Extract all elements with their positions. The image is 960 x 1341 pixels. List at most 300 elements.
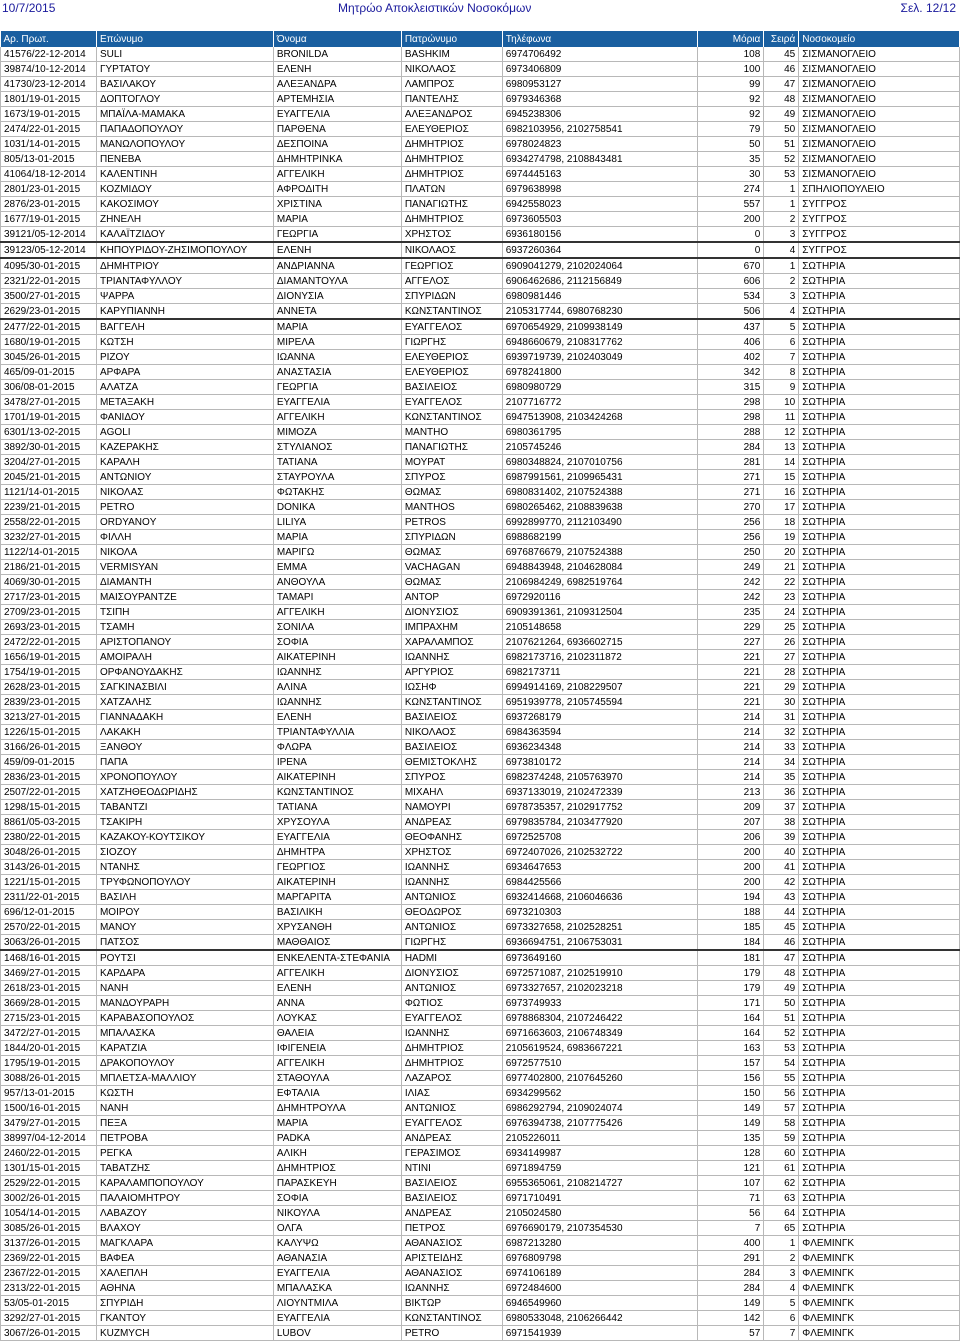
name-cell: ΣΟΦΙΑ bbox=[273, 635, 401, 650]
name-cell: ΣΤΑΘΟΥΛΑ bbox=[273, 1071, 401, 1086]
rank-cell: 22 bbox=[764, 575, 799, 590]
rank-cell: 58 bbox=[764, 1116, 799, 1131]
name-cell: ΚΑΛΥΨΩ bbox=[273, 1236, 401, 1251]
phones-cell: 6939719739, 2102403049 bbox=[502, 350, 698, 365]
table-row bbox=[1, 1191, 960, 1206]
protocol-cell: 1795/19-01-2015 bbox=[1, 1056, 97, 1071]
table-row bbox=[1, 1251, 960, 1266]
protocol-cell: 3479/27-01-2015 bbox=[1, 1116, 97, 1131]
hospital-cell: ΦΛΕΜΙΝΓΚ bbox=[799, 1311, 960, 1326]
protocol-cell: 3669/28-01-2015 bbox=[1, 996, 97, 1011]
phones-cell: 6932414668, 2106046636 bbox=[502, 890, 698, 905]
protocol-cell: 2507/22-01-2015 bbox=[1, 785, 97, 800]
points-cell: 108 bbox=[698, 47, 764, 62]
name-cell: ΓΕΩΡΓΙΑ bbox=[273, 380, 401, 395]
name-cell: ΑΡΤΕΜΗΣΙΑ bbox=[273, 92, 401, 107]
fathers-name-cell: ΑΝΤΟΡ bbox=[401, 590, 502, 605]
hospital-cell: ΣΩΤΗΡΙΑ bbox=[799, 380, 960, 395]
surname-cell: ΑΡΙΣΤΟΠΑΝΟΥ bbox=[96, 635, 273, 650]
surname-cell: ΠΕΞΑ bbox=[96, 1116, 273, 1131]
rank-cell: 47 bbox=[764, 950, 799, 966]
hospital-cell: ΣΩΤΗΡΙΑ bbox=[799, 335, 960, 350]
fathers-name-cell: ΑΝΔΡΕΑΣ bbox=[401, 1206, 502, 1221]
table-row bbox=[1, 122, 960, 137]
surname-cell: ΠΕΝΕΒΑ bbox=[96, 152, 273, 167]
hospital-cell: ΣΩΤΗΡΙΑ bbox=[799, 710, 960, 725]
hospital-cell: ΣΩΤΗΡΙΑ bbox=[799, 350, 960, 365]
protocol-cell: 2836/23-01-2015 bbox=[1, 770, 97, 785]
table-row bbox=[1, 1221, 960, 1236]
name-cell: ΤΑΤΙΑΝΑ bbox=[273, 455, 401, 470]
phones-cell: 6980980729 bbox=[502, 380, 698, 395]
points-cell: 150 bbox=[698, 1086, 764, 1101]
fathers-name-cell: ΔΙΟΝΥΣΙΟΣ bbox=[401, 966, 502, 981]
phones-cell: 6976394738, 2107775426 bbox=[502, 1116, 698, 1131]
surname-cell: ΟΡΦΑΝΟΥΔΑΚΗΣ bbox=[96, 665, 273, 680]
fathers-name-cell: ΔΗΜΗΤΡΙΟΣ bbox=[401, 167, 502, 182]
protocol-cell: 2839/23-01-2015 bbox=[1, 695, 97, 710]
surname-cell: ΑΜΟΙΡΑΛΗ bbox=[96, 650, 273, 665]
fathers-name-cell: ΑΝΤΩΝΙΟΣ bbox=[401, 920, 502, 935]
rank-cell: 61 bbox=[764, 1161, 799, 1176]
phones-cell: 6972525708 bbox=[502, 830, 698, 845]
hospital-cell: ΣΥΓΓΡΟΣ bbox=[799, 197, 960, 212]
hospital-cell: ΣΩΤΗΡΙΑ bbox=[799, 890, 960, 905]
phones-cell: 6980348824, 2107010756 bbox=[502, 455, 698, 470]
hospital-cell: ΣΩΤΗΡΙΑ bbox=[799, 860, 960, 875]
name-cell: ΒΑΣΙΛΙΚΗ bbox=[273, 905, 401, 920]
phones-cell: 6973327658, 2102528251 bbox=[502, 920, 698, 935]
surname-cell: ΚΑΛΕΝΤΙΝΗ bbox=[96, 167, 273, 182]
name-cell: ΕΥΑΓΓΕΛΙΑ bbox=[273, 830, 401, 845]
points-cell: 179 bbox=[698, 981, 764, 996]
protocol-cell: 2369/22-01-2015 bbox=[1, 1251, 97, 1266]
protocol-cell: 41730/23-12-2014 bbox=[1, 77, 97, 92]
col-header-fathers-name: Πατρώνυμο bbox=[401, 31, 502, 47]
phones-cell: 2105148658 bbox=[502, 620, 698, 635]
surname-cell: KUZMYCH bbox=[96, 1326, 273, 1341]
points-cell: 99 bbox=[698, 77, 764, 92]
protocol-cell: 696/12-01-2015 bbox=[1, 905, 97, 920]
hospital-cell: ΣΩΤΗΡΙΑ bbox=[799, 485, 960, 500]
protocol-cell: 2628/23-01-2015 bbox=[1, 680, 97, 695]
surname-cell: ΚΑΖΑΚΟΥ-ΚΟΥΤΣΙΚΟΥ bbox=[96, 830, 273, 845]
phones-cell: 6970654929, 2109938149 bbox=[502, 319, 698, 335]
points-cell: 242 bbox=[698, 575, 764, 590]
points-cell: 200 bbox=[698, 212, 764, 227]
fathers-name-cell: ΔΗΜΗΤΡΙΟΣ bbox=[401, 137, 502, 152]
points-cell: 298 bbox=[698, 395, 764, 410]
table-row bbox=[1, 440, 960, 455]
table-row bbox=[1, 62, 960, 77]
protocol-cell: 39123/05-12-2014 bbox=[1, 242, 97, 258]
hospital-cell: ΦΛΕΜΙΝΓΚ bbox=[799, 1236, 960, 1251]
rank-cell: 48 bbox=[764, 966, 799, 981]
hospital-cell: ΦΛΕΜΙΝΓΚ bbox=[799, 1296, 960, 1311]
protocol-cell: 2570/22-01-2015 bbox=[1, 920, 97, 935]
hospital-cell: ΣΩΤΗΡΙΑ bbox=[799, 1071, 960, 1086]
phones-cell: 6971710491 bbox=[502, 1191, 698, 1206]
points-cell: 92 bbox=[698, 92, 764, 107]
points-cell: 242 bbox=[698, 590, 764, 605]
rank-cell: 1 bbox=[764, 1236, 799, 1251]
table-row bbox=[1, 650, 960, 665]
surname-cell: ΜΕΤΑΞΑΚΗ bbox=[96, 395, 273, 410]
protocol-cell: 957/13-01-2015 bbox=[1, 1086, 97, 1101]
surname-cell: ΝΑΝΗ bbox=[96, 981, 273, 996]
col-header-rank: Σειρά bbox=[764, 31, 799, 47]
hospital-cell: ΣΩΤΗΡΙΑ bbox=[799, 996, 960, 1011]
phones-cell: 6984363594 bbox=[502, 725, 698, 740]
phones-cell: 6973749933 bbox=[502, 996, 698, 1011]
points-cell: 221 bbox=[698, 665, 764, 680]
rank-cell: 6 bbox=[764, 335, 799, 350]
table-row bbox=[1, 545, 960, 560]
hospital-cell: ΣΩΤΗΡΙΑ bbox=[799, 935, 960, 951]
protocol-cell: 1701/19-01-2015 bbox=[1, 410, 97, 425]
table-row bbox=[1, 920, 960, 935]
rank-cell: 6 bbox=[764, 1311, 799, 1326]
surname-cell: ΓΥΡΤΑΤΟΥ bbox=[96, 62, 273, 77]
name-cell: ΓΕΩΡΓΙΑ bbox=[273, 227, 401, 243]
hospital-cell: ΣΩΤΗΡΙΑ bbox=[799, 981, 960, 996]
name-cell: ΕΥΑΓΓΕΛΙΑ bbox=[273, 1311, 401, 1326]
hospital-cell: ΣΩΤΗΡΙΑ bbox=[799, 725, 960, 740]
rank-cell: 59 bbox=[764, 1131, 799, 1146]
table-row bbox=[1, 289, 960, 304]
table-row bbox=[1, 1176, 960, 1191]
name-cell: ΙΦΙΓΕΝΕΙΑ bbox=[273, 1041, 401, 1056]
col-header-hospital: Νοσοκομείο bbox=[799, 31, 960, 47]
name-cell: ΕΛΕΝΗ bbox=[273, 62, 401, 77]
name-cell: ΔΗΜΗΤΡΑ bbox=[273, 845, 401, 860]
phones-cell: 2105619524, 6983667221 bbox=[502, 1041, 698, 1056]
hospital-cell: ΣΙΣΜΑΝΟΓΛΕΙΟ bbox=[799, 152, 960, 167]
points-cell: 164 bbox=[698, 1011, 764, 1026]
fathers-name-cell: BASHKIM bbox=[401, 47, 502, 62]
name-cell: ΔΙΟΝΥΣΙΑ bbox=[273, 289, 401, 304]
surname-cell: ΓΚΑΝΤΟΥ bbox=[96, 1311, 273, 1326]
hospital-cell: ΣΩΤΗΡΙΑ bbox=[799, 440, 960, 455]
name-cell: ΚΩΝΣΤΑΝΤΙΝΟΣ bbox=[273, 785, 401, 800]
points-cell: 214 bbox=[698, 770, 764, 785]
name-cell: ΕΛΕΝΗ bbox=[273, 242, 401, 258]
surname-cell: ΔΗΜΗΤΡΙΟΥ bbox=[96, 258, 273, 274]
surname-cell: ΒΑΦΕΑ bbox=[96, 1251, 273, 1266]
protocol-cell: 2693/23-01-2015 bbox=[1, 620, 97, 635]
surname-cell: ΡΟΥΤΣΙ bbox=[96, 950, 273, 966]
points-cell: 284 bbox=[698, 1281, 764, 1296]
phones-cell: 6937268179 bbox=[502, 710, 698, 725]
rank-cell: 52 bbox=[764, 152, 799, 167]
phones-cell: 6947513908, 2103424268 bbox=[502, 410, 698, 425]
name-cell: ΑΓΓΕΛΙΚΗ bbox=[273, 966, 401, 981]
protocol-cell: 3472/27-01-2015 bbox=[1, 1026, 97, 1041]
rank-cell: 50 bbox=[764, 996, 799, 1011]
table-row bbox=[1, 77, 960, 92]
points-cell: 274 bbox=[698, 182, 764, 197]
rank-cell: 38 bbox=[764, 815, 799, 830]
protocol-cell: 3143/26-01-2015 bbox=[1, 860, 97, 875]
name-cell: ΑΙΚΑΤΕΡΙΝΗ bbox=[273, 875, 401, 890]
table-row bbox=[1, 152, 960, 167]
name-cell: ΑΝΑΣΤΑΣΙΑ bbox=[273, 365, 401, 380]
fathers-name-cell: ΔΗΜΗΤΡΙΟΣ bbox=[401, 1056, 502, 1071]
surname-cell: ΖΗΝΕΛΗ bbox=[96, 212, 273, 227]
protocol-cell: 2477/22-01-2015 bbox=[1, 319, 97, 335]
col-header-surname: Επώνυμο bbox=[96, 31, 273, 47]
fathers-name-cell: HADMI bbox=[401, 950, 502, 966]
rank-cell: 65 bbox=[764, 1221, 799, 1236]
name-cell: ΕΜΜΑ bbox=[273, 560, 401, 575]
rank-cell: 3 bbox=[764, 289, 799, 304]
table-row bbox=[1, 770, 960, 785]
hospital-cell: ΣΩΤΗΡΙΑ bbox=[799, 365, 960, 380]
rank-cell: 63 bbox=[764, 1191, 799, 1206]
points-cell: 128 bbox=[698, 1146, 764, 1161]
fathers-name-cell: ΒΑΣΙΛΕΙΟΣ bbox=[401, 1176, 502, 1191]
hospital-cell: ΣΩΤΗΡΙΑ bbox=[799, 680, 960, 695]
surname-cell: ΜΠΛΕΤΣΑ-ΜΑΛΛΙΟΥ bbox=[96, 1071, 273, 1086]
name-cell: ΜΙΜΟΖΑ bbox=[273, 425, 401, 440]
fathers-name-cell: ΔΗΜΗΤΡΙΟΣ bbox=[401, 152, 502, 167]
name-cell: ΣΟΦΙΑ bbox=[273, 1191, 401, 1206]
phones-cell: 6980533048, 2106266442 bbox=[502, 1311, 698, 1326]
protocol-cell: 2472/22-01-2015 bbox=[1, 635, 97, 650]
table-row bbox=[1, 350, 960, 365]
hospital-cell: ΣΩΤΗΡΙΑ bbox=[799, 515, 960, 530]
protocol-cell: 2629/23-01-2015 bbox=[1, 304, 97, 320]
surname-cell: ΠΑΛΑΙΟΜΗΤΡΟΥ bbox=[96, 1191, 273, 1206]
phones-cell: 6982374248, 2105763970 bbox=[502, 770, 698, 785]
fathers-name-cell: ΧΑΡΑΛΑΜΠΟΣ bbox=[401, 635, 502, 650]
phones-cell: 6972577510 bbox=[502, 1056, 698, 1071]
fathers-name-cell: ΕΥΑΓΓΕΛΟΣ bbox=[401, 1116, 502, 1131]
hospital-cell: ΣΩΤΗΡΙΑ bbox=[799, 740, 960, 755]
hospital-cell: ΣΩΤΗΡΙΑ bbox=[799, 304, 960, 320]
table-row bbox=[1, 1011, 960, 1026]
protocol-cell: 2558/22-01-2015 bbox=[1, 515, 97, 530]
surname-cell: ΜΑΙΣΟΥΡΑΝΤΖΕ bbox=[96, 590, 273, 605]
name-cell: ΑΝΔΡΙΑΝΝΑ bbox=[273, 258, 401, 274]
fathers-name-cell: ΓΙΩΡΓΗΣ bbox=[401, 335, 502, 350]
hospital-cell: ΣΩΤΗΡΙΑ bbox=[799, 425, 960, 440]
protocol-cell: 3213/27-01-2015 bbox=[1, 710, 97, 725]
points-cell: 50 bbox=[698, 137, 764, 152]
rank-cell: 34 bbox=[764, 755, 799, 770]
phones-cell: 6992899770, 2112103490 bbox=[502, 515, 698, 530]
table-row bbox=[1, 1101, 960, 1116]
table-row bbox=[1, 1071, 960, 1086]
rank-cell: 39 bbox=[764, 830, 799, 845]
surname-cell: ΜΑΝΟΥ bbox=[96, 920, 273, 935]
phones-cell: 6971894759 bbox=[502, 1161, 698, 1176]
surname-cell: ΚΑΖΕΡΑΚΗΣ bbox=[96, 440, 273, 455]
surname-cell: ΒΑΓΓΕΛΗ bbox=[96, 319, 273, 335]
fathers-name-cell: ΜΙΧΑΗΛ bbox=[401, 785, 502, 800]
protocol-cell: 3166/26-01-2015 bbox=[1, 740, 97, 755]
name-cell: ΑΛΙΚΗ bbox=[273, 1146, 401, 1161]
points-cell: 149 bbox=[698, 1296, 764, 1311]
fathers-name-cell: ΒΑΣΙΛΕΙΟΣ bbox=[401, 710, 502, 725]
hospital-cell: ΣΩΤΗΡΙΑ bbox=[799, 800, 960, 815]
rank-cell: 33 bbox=[764, 740, 799, 755]
rank-cell: 52 bbox=[764, 1026, 799, 1041]
surname-cell: ΒΑΣΙΛΑΚΟΥ bbox=[96, 77, 273, 92]
name-cell: ΠΑΡΘΕΝΑ bbox=[273, 122, 401, 137]
name-cell: ΦΩΤΑΚΗΣ bbox=[273, 485, 401, 500]
fathers-name-cell: ΧΡΗΣΤΟΣ bbox=[401, 845, 502, 860]
phones-cell: 6906462686, 2112156849 bbox=[502, 274, 698, 289]
surname-cell: ΚΑΛΑΪΤΖΙΔΟΥ bbox=[96, 227, 273, 243]
points-cell: 156 bbox=[698, 1071, 764, 1086]
rank-cell: 31 bbox=[764, 710, 799, 725]
protocol-cell: 1121/14-01-2015 bbox=[1, 485, 97, 500]
fathers-name-cell: ΠΑΝΤΕΛΗΣ bbox=[401, 92, 502, 107]
name-cell: ΑΛΕΞΑΝΔΡΑ bbox=[273, 77, 401, 92]
protocol-cell: 3048/26-01-2015 bbox=[1, 845, 97, 860]
fathers-name-cell: ΘΩΜΑΣ bbox=[401, 545, 502, 560]
phones-cell: 2106984249, 6982519764 bbox=[502, 575, 698, 590]
fathers-name-cell: ΦΩΤΙΟΣ bbox=[401, 996, 502, 1011]
table-row bbox=[1, 274, 960, 289]
fathers-name-cell: ΓΙΩΡΓΗΣ bbox=[401, 935, 502, 951]
table-row bbox=[1, 620, 960, 635]
points-cell: 30 bbox=[698, 167, 764, 182]
table-row bbox=[1, 830, 960, 845]
protocol-cell: 1844/20-01-2015 bbox=[1, 1041, 97, 1056]
surname-cell: ΔΟΠΤΟΓΛΟΥ bbox=[96, 92, 273, 107]
surname-cell: ΑΝΤΩΝΙΟΥ bbox=[96, 470, 273, 485]
points-cell: 557 bbox=[698, 197, 764, 212]
name-cell: ΙΩΑΝΝΑ bbox=[273, 350, 401, 365]
phones-cell: 6978735357, 2102917752 bbox=[502, 800, 698, 815]
table-row bbox=[1, 1116, 960, 1131]
hospital-cell: ΣΩΤΗΡΙΑ bbox=[799, 1161, 960, 1176]
table-row bbox=[1, 500, 960, 515]
phones-cell: 6973605503 bbox=[502, 212, 698, 227]
name-cell: ΕΥΑΓΓΕΛΙΑ bbox=[273, 1266, 401, 1281]
points-cell: 149 bbox=[698, 1116, 764, 1131]
table-row bbox=[1, 695, 960, 710]
name-cell: ΣΟΝΙΛΑ bbox=[273, 620, 401, 635]
points-cell: 157 bbox=[698, 1056, 764, 1071]
protocol-cell: 1673/19-01-2015 bbox=[1, 107, 97, 122]
surname-cell: ΧΡΟΝΟΠΟΥΛΟΥ bbox=[96, 770, 273, 785]
hospital-cell: ΣΩΤΗΡΙΑ bbox=[799, 470, 960, 485]
points-cell: 406 bbox=[698, 335, 764, 350]
rank-cell: 21 bbox=[764, 560, 799, 575]
points-cell: 107 bbox=[698, 1176, 764, 1191]
points-cell: 250 bbox=[698, 545, 764, 560]
surname-cell: ΧΑΤΖΑΛΗΣ bbox=[96, 695, 273, 710]
surname-cell: ΤΣΑΚΙΡΗ bbox=[96, 815, 273, 830]
rank-cell: 35 bbox=[764, 770, 799, 785]
table-row bbox=[1, 92, 960, 107]
surname-cell: ΚΑΡΑΤΖΙΑ bbox=[96, 1041, 273, 1056]
rank-cell: 64 bbox=[764, 1206, 799, 1221]
table-row bbox=[1, 515, 960, 530]
rank-cell: 19 bbox=[764, 530, 799, 545]
rank-cell: 5 bbox=[764, 319, 799, 335]
rank-cell: 5 bbox=[764, 1296, 799, 1311]
name-cell: ΜΑΡΓΑΡΙΤΑ bbox=[273, 890, 401, 905]
points-cell: 100 bbox=[698, 62, 764, 77]
table-row bbox=[1, 197, 960, 212]
phones-cell: 6934274798, 2108843481 bbox=[502, 152, 698, 167]
name-cell: ΧΡΙΣΤΙΝΑ bbox=[273, 197, 401, 212]
points-cell: 71 bbox=[698, 1191, 764, 1206]
rank-cell: 7 bbox=[764, 1326, 799, 1341]
protocol-cell: 2380/22-01-2015 bbox=[1, 830, 97, 845]
surname-cell: PETRO bbox=[96, 500, 273, 515]
surname-cell: ΦΑΝΙΔΟΥ bbox=[96, 410, 273, 425]
protocol-cell: 1301/15-01-2015 bbox=[1, 1161, 97, 1176]
hospital-cell: ΣΩΤΗΡΙΑ bbox=[799, 575, 960, 590]
phones-cell: 6934149987 bbox=[502, 1146, 698, 1161]
name-cell: ΑΦΡΟΔΙΤΗ bbox=[273, 182, 401, 197]
phones-cell: 6982173711 bbox=[502, 665, 698, 680]
hospital-cell: ΣΩΤΗΡΙΑ bbox=[799, 560, 960, 575]
name-cell: ΕΥΑΓΓΕΛΙΑ bbox=[273, 107, 401, 122]
fathers-name-cell: ΕΥΑΓΓΕΛΟΣ bbox=[401, 395, 502, 410]
surname-cell: ΞΑΝΘΟΥ bbox=[96, 740, 273, 755]
points-cell: 342 bbox=[698, 365, 764, 380]
phones-cell: 6909391361, 2109312504 bbox=[502, 605, 698, 620]
phones-cell: 6974106189 bbox=[502, 1266, 698, 1281]
hospital-cell: ΣΩΤΗΡΙΑ bbox=[799, 815, 960, 830]
rank-cell: 46 bbox=[764, 62, 799, 77]
hospital-cell: ΦΛΕΜΙΝΓΚ bbox=[799, 1251, 960, 1266]
fathers-name-cell: ΠΕΤΡΟΣ bbox=[401, 1221, 502, 1236]
fathers-name-cell: VACHAGAN bbox=[401, 560, 502, 575]
hospital-cell: ΣΥΓΓΡΟΣ bbox=[799, 242, 960, 258]
surname-cell: ΠΑΤΣΟΣ bbox=[96, 935, 273, 951]
table-row bbox=[1, 725, 960, 740]
phones-cell: 6972920116 bbox=[502, 590, 698, 605]
table-row bbox=[1, 1161, 960, 1176]
protocol-cell: 2474/22-01-2015 bbox=[1, 122, 97, 137]
table-row bbox=[1, 1206, 960, 1221]
protocol-cell: 3204/27-01-2015 bbox=[1, 455, 97, 470]
name-cell: ΔΗΜΗΤΡΙΝΚΑ bbox=[273, 152, 401, 167]
name-cell: ΘΑΛΕΙΑ bbox=[273, 1026, 401, 1041]
name-cell: ΠΑΡΑΣΚΕΥΗ bbox=[273, 1176, 401, 1191]
protocol-cell: 465/09-01-2015 bbox=[1, 365, 97, 380]
rank-cell: 49 bbox=[764, 107, 799, 122]
phones-cell: 6978024823 bbox=[502, 137, 698, 152]
name-cell: ΓΕΩΡΓΙΟΣ bbox=[273, 860, 401, 875]
hospital-cell: ΣΥΓΓΡΟΣ bbox=[799, 212, 960, 227]
phones-cell: 6980361795 bbox=[502, 425, 698, 440]
points-cell: 291 bbox=[698, 1251, 764, 1266]
rank-cell: 15 bbox=[764, 470, 799, 485]
hospital-cell: ΣΙΣΜΑΝΟΓΛΕΙΟ bbox=[799, 92, 960, 107]
hospital-cell: ΣΩΤΗΡΙΑ bbox=[799, 500, 960, 515]
phones-cell: 6980953127 bbox=[502, 77, 698, 92]
phones-cell: 6948843948, 2104628084 bbox=[502, 560, 698, 575]
surname-cell: ΤΡΥΦΩΝΟΠΟΥΛΟΥ bbox=[96, 875, 273, 890]
hospital-cell: ΣΩΤΗΡΙΑ bbox=[799, 289, 960, 304]
table-row bbox=[1, 785, 960, 800]
phones-cell: 6986292794, 2109024074 bbox=[502, 1101, 698, 1116]
phones-cell: 6946549960 bbox=[502, 1296, 698, 1311]
table-row bbox=[1, 137, 960, 152]
fathers-name-cell: ΘΩΜΑΣ bbox=[401, 485, 502, 500]
points-cell: 402 bbox=[698, 350, 764, 365]
name-cell: ΧΡΥΣΑΝΘΗ bbox=[273, 920, 401, 935]
fathers-name-cell: ΒΑΣΙΛΕΙΟΣ bbox=[401, 1191, 502, 1206]
